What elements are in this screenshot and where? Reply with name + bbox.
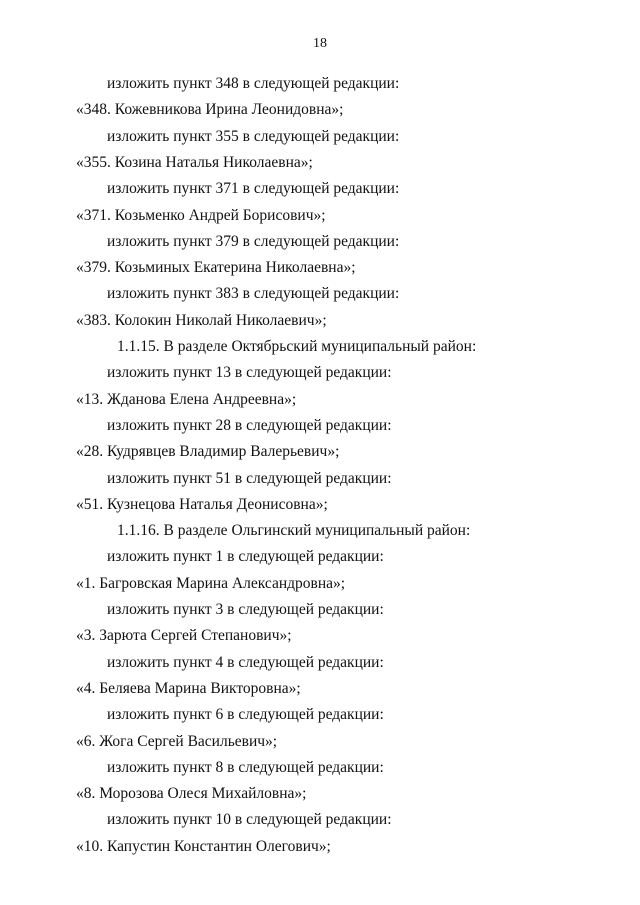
amended-entry: «1. Багровская Марина Александровна»;	[76, 574, 346, 592]
page-number: 18	[313, 36, 327, 51]
amended-entry: «51. Кузнецова Наталья Деонисовна»;	[76, 495, 328, 513]
amended-entry: «348. Кожевникова Ирина Леонидовна»;	[76, 101, 344, 119]
amended-entry: «28. Кудрявцев Владимир Валерьевич»;	[76, 443, 340, 461]
amended-entry: «383. Колокин Николай Николаевич»;	[76, 311, 327, 329]
amendment-instruction: изложить пункт 51 в следующей редакции:	[107, 469, 392, 487]
amended-entry: «4. Беляева Марина Викторовна»;	[76, 679, 301, 697]
amended-entry: «355. Козина Наталья Николаевна»;	[76, 153, 313, 171]
amended-entry: «6. Жога Сергей Васильевич»;	[76, 732, 278, 750]
amendment-instruction: изложить пункт 4 в следующей редакции:	[107, 653, 384, 671]
amended-entry: «379. Козьминых Екатерина Николаевна»;	[76, 259, 356, 277]
amendment-instruction: изложить пункт 6 в следующей редакции:	[107, 706, 384, 724]
amendment-instruction: изложить пункт 371 в следующей редакции:	[107, 180, 400, 198]
amendment-instruction: изложить пункт 379 в следующей редакции:	[107, 232, 400, 250]
amendment-instruction: изложить пункт 383 в следующей редакции:	[107, 285, 400, 303]
amendment-instruction: изложить пункт 8 в следующей редакции:	[107, 758, 384, 776]
amended-entry: «10. Капустин Константин Олегович»;	[76, 837, 331, 855]
amended-entry: «371. Козьменко Андрей Борисович»;	[76, 206, 326, 224]
amendment-instruction: изложить пункт 1 в следующей редакции:	[107, 548, 384, 566]
amendment-instruction: изложить пункт 28 в следующей редакции:	[107, 416, 392, 434]
amended-entry: «13. Жданова Елена Андреевна»;	[76, 390, 297, 408]
section-heading: 1.1.15. В разделе Октябрьский муниципальный район:	[117, 338, 477, 355]
amendment-instruction: изложить пункт 355 в следующей редакции:	[107, 127, 400, 145]
amended-entry: «8. Морозова Олеся Михайловна»;	[76, 785, 307, 803]
amendment-instruction: изложить пункт 3 в следующей редакции:	[107, 601, 384, 618]
amended-entry: «3. Зарюта Сергей Степанович»;	[76, 627, 292, 645]
amendment-instruction: изложить пункт 10 в следующей редакции:	[107, 811, 392, 829]
amendment-instruction: изложить пункт 348 в следующей редакции:	[107, 75, 400, 92]
section-heading: 1.1.16. В разделе Ольгинский муниципальный район:	[117, 522, 471, 540]
amendment-instruction: изложить пункт 13 в следующей редакции:	[107, 364, 392, 382]
